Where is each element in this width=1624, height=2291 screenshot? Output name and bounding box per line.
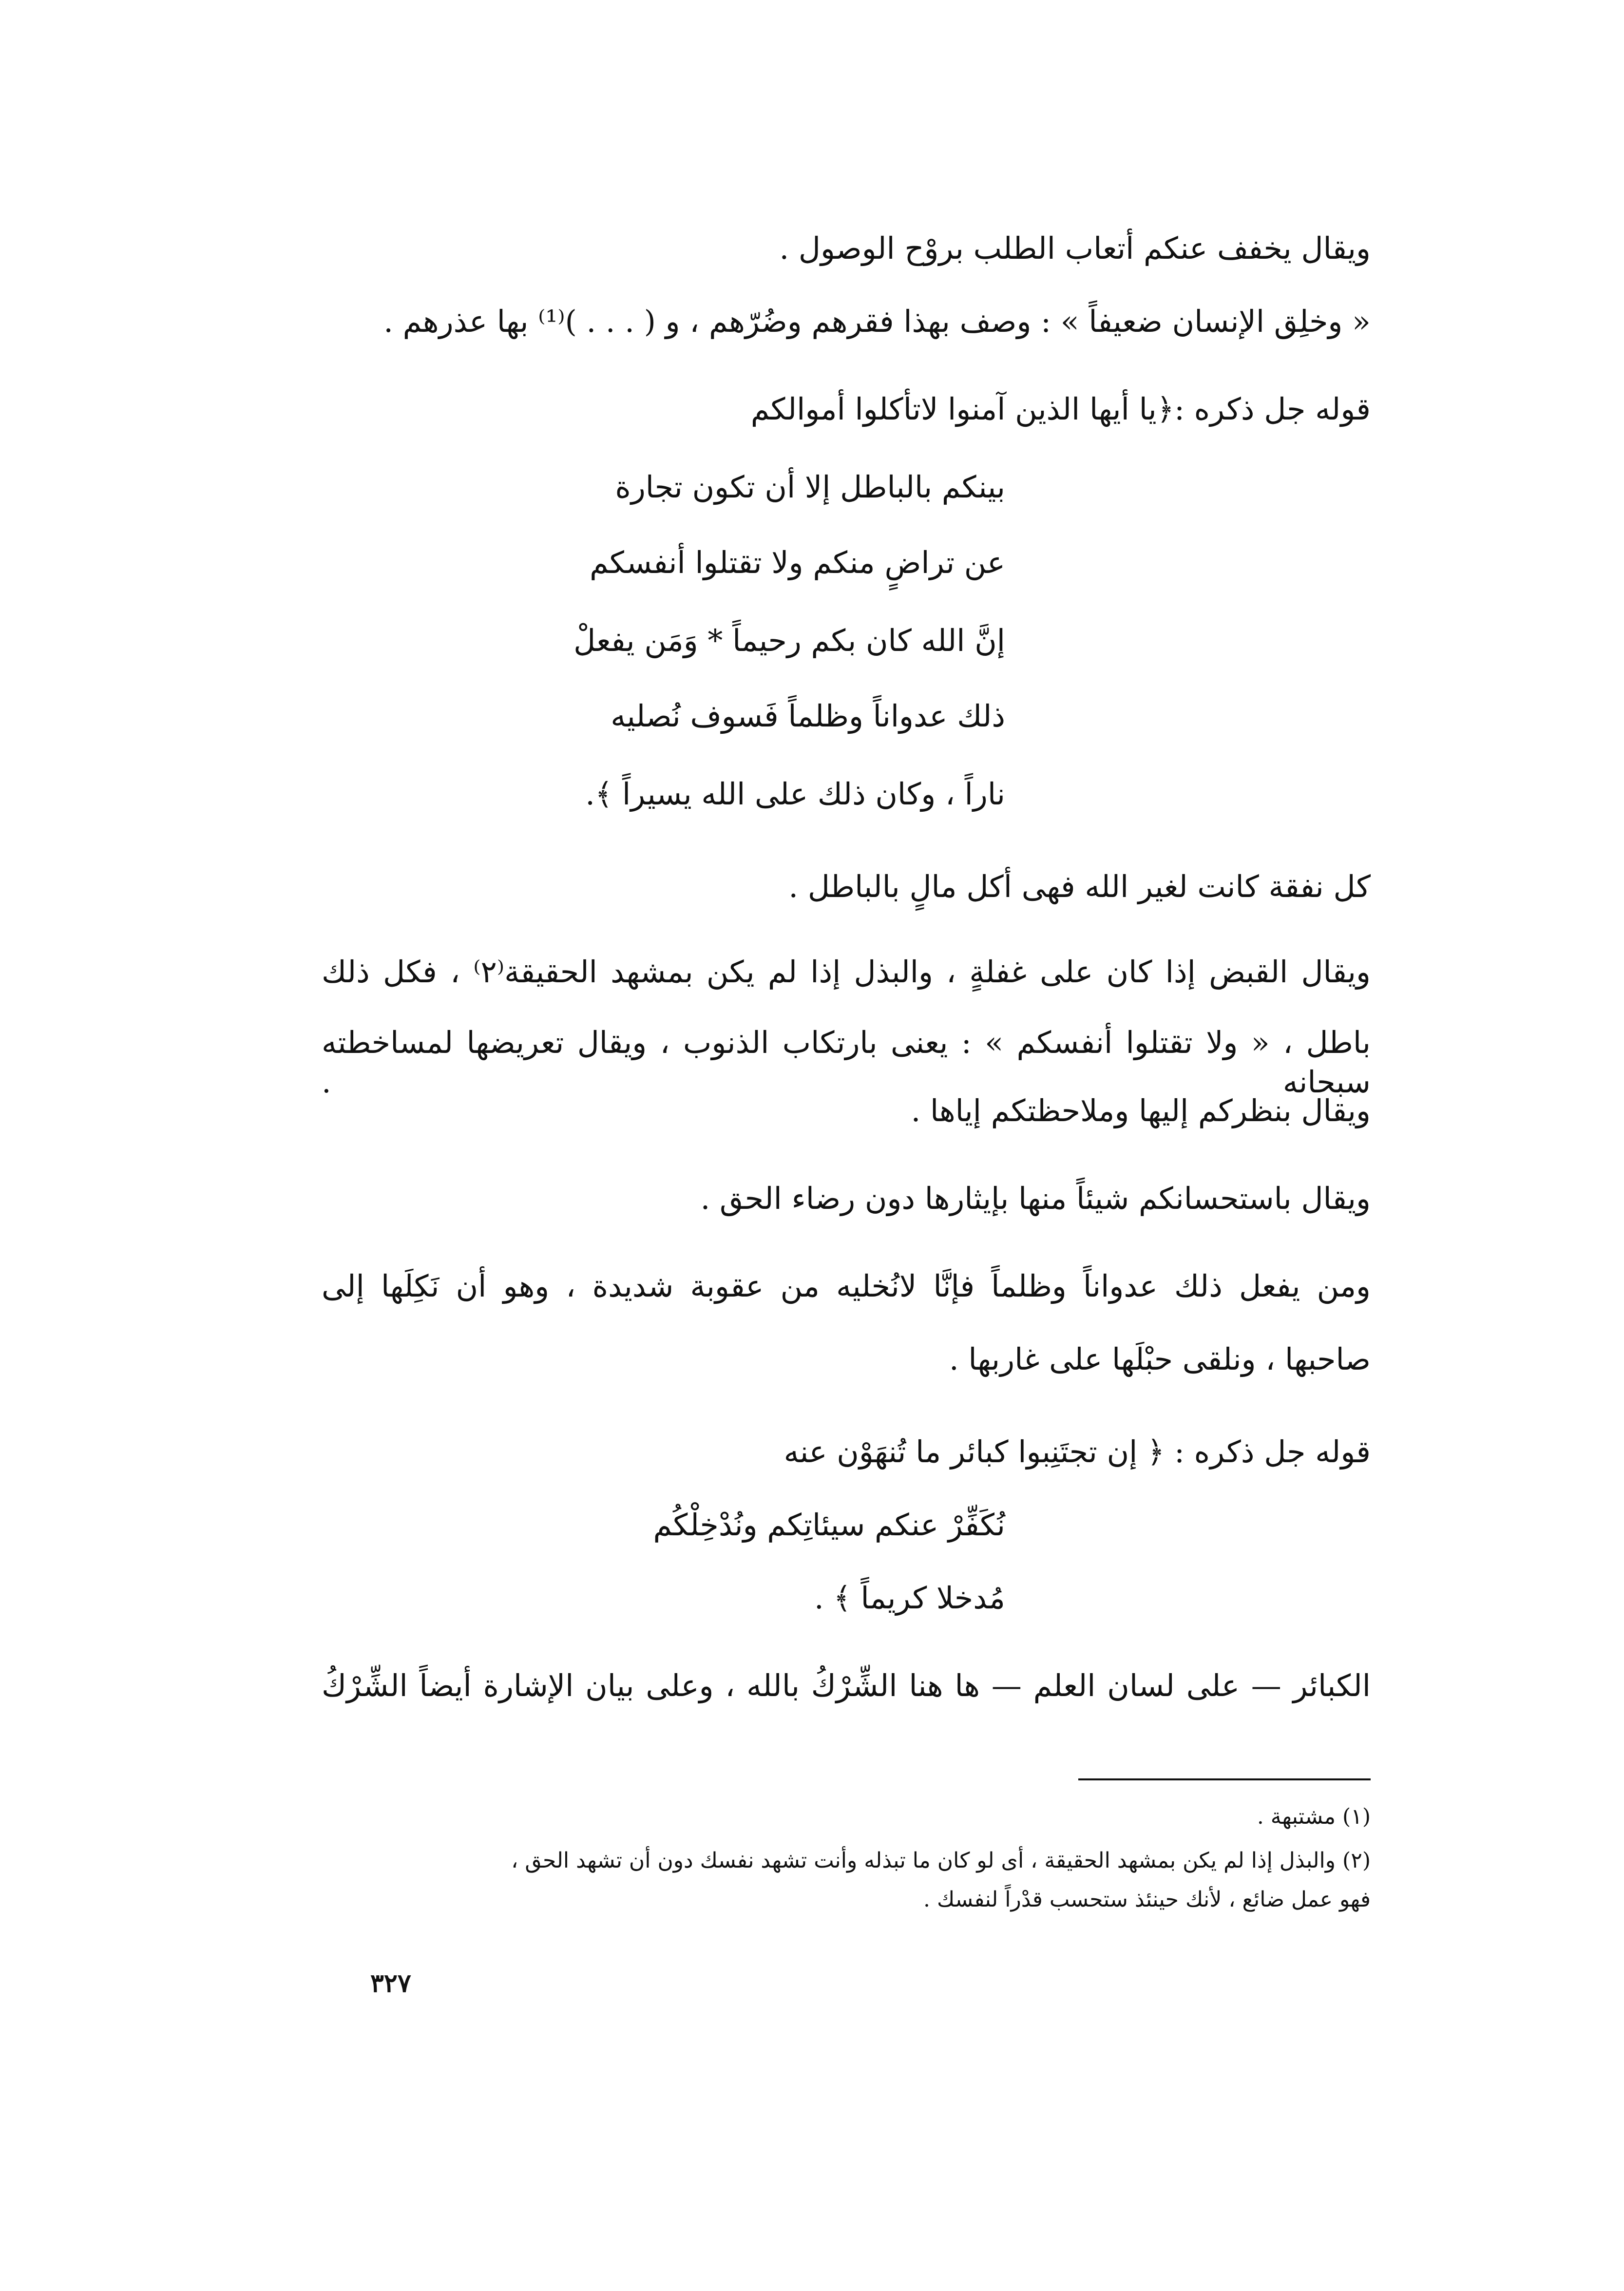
footnote-1: (١) مشتبهة .	[1257, 1804, 1371, 1829]
paragraph-5: ويقال باستحسانكم شيئاً منها بإيثارها دون رضاء الحق .	[700, 1181, 1371, 1216]
verse-2-line-1: قوله جل ذكره : ﴿ إن تجتَنِبوا كبائر ما تُنهَوْن عنه	[783, 1434, 1371, 1470]
footnote-divider	[1078, 1778, 1371, 1780]
verse-1-line-4: إنَّ الله كان بكم رحيماً * وَمَن يفعلْ	[573, 623, 1005, 658]
footnote-2-line-2: فهو عمل ضائع ، لأنك حينئذ ستحسب قدْراً لنفسك .	[923, 1887, 1371, 1912]
verse-1-line-3: عن تراضٍ منكم ولا تقتلوا أنفسكم	[590, 545, 1005, 580]
verse-1-line-2: بينكم بالباطل إلا أن تكون تجارة	[615, 469, 1005, 505]
paragraph-6-line-1: ومن يفعل ذلك عدواناً وظلماً فإنَّا لانُخليه من عقوبة شديدة ، وهو أن نَكِلَها إلى	[322, 1268, 1371, 1304]
page-number: ٣٢٧	[370, 1968, 411, 1998]
paragraph-4-line-1: ويقال القبض إذا كان على غفلةٍ ، والبذل إذا لم يكن بمشهد الحقيقة⁽٢⁾ ، فكل ذلك	[322, 954, 1371, 990]
paragraph-4-line-3: ويقال بنظركم إليها وملاحظتكم إياها .	[911, 1093, 1371, 1128]
paragraph-2: « وخلِق الإنسان ضعيفاً » : وصف بهذا فقرهم وضُرّهم ، و ( . . . )⁽¹⁾ بها عذرهم .	[383, 304, 1371, 339]
verse-1-line-1: قوله جل ذكره :﴿يا أيها الذين آمنوا لاتأكلوا أموالكم	[750, 391, 1371, 427]
paragraph-4-line-2: باطل ، « ولا تقتلوا أنفسكم » : يعنى بارتكاب الذنوب ، ويقال تعريضها لمساخطته سبحانه .	[322, 1025, 1371, 1100]
verse-2-line-2: نُكَفِّرْ عنكم سيئاتِكم ونُدْخِلْكُم	[653, 1507, 1005, 1543]
verse-1-line-6: ناراً ، وكان ذلك على الله يسيراً ﴾.	[585, 776, 1005, 812]
verse-2-line-3: مُدخلا كريماً ﴾ .	[814, 1580, 1005, 1616]
footnote-2-line-1: (٢) والبذل إذا لم يكن بمشهد الحقيقة ، أى لو كان ما تبذله وأنت تشهد نفسك دون أن تشهد الحق ،	[511, 1848, 1371, 1873]
paragraph-3: كل نفقة كانت لغير الله فهى أكل مالٍ بالباطل .	[788, 869, 1371, 904]
verse-1-line-5: ذلك عدواناً وظلماً فَسوف نُصليه	[611, 698, 1005, 734]
paragraph-6-line-2: صاحبها ، ونلقى حبْلَها على غاربها .	[949, 1341, 1371, 1377]
paragraph-7: الكبائر — على لسان العلم — ها هنا الشِّرْكُ بالله ، وعلى بيان الإشارة أيضاً الشِّرْكُ	[322, 1668, 1371, 1703]
paragraph-1: ويقال يخفف عنكم أتعاب الطلب بروْح الوصول .	[779, 230, 1371, 266]
